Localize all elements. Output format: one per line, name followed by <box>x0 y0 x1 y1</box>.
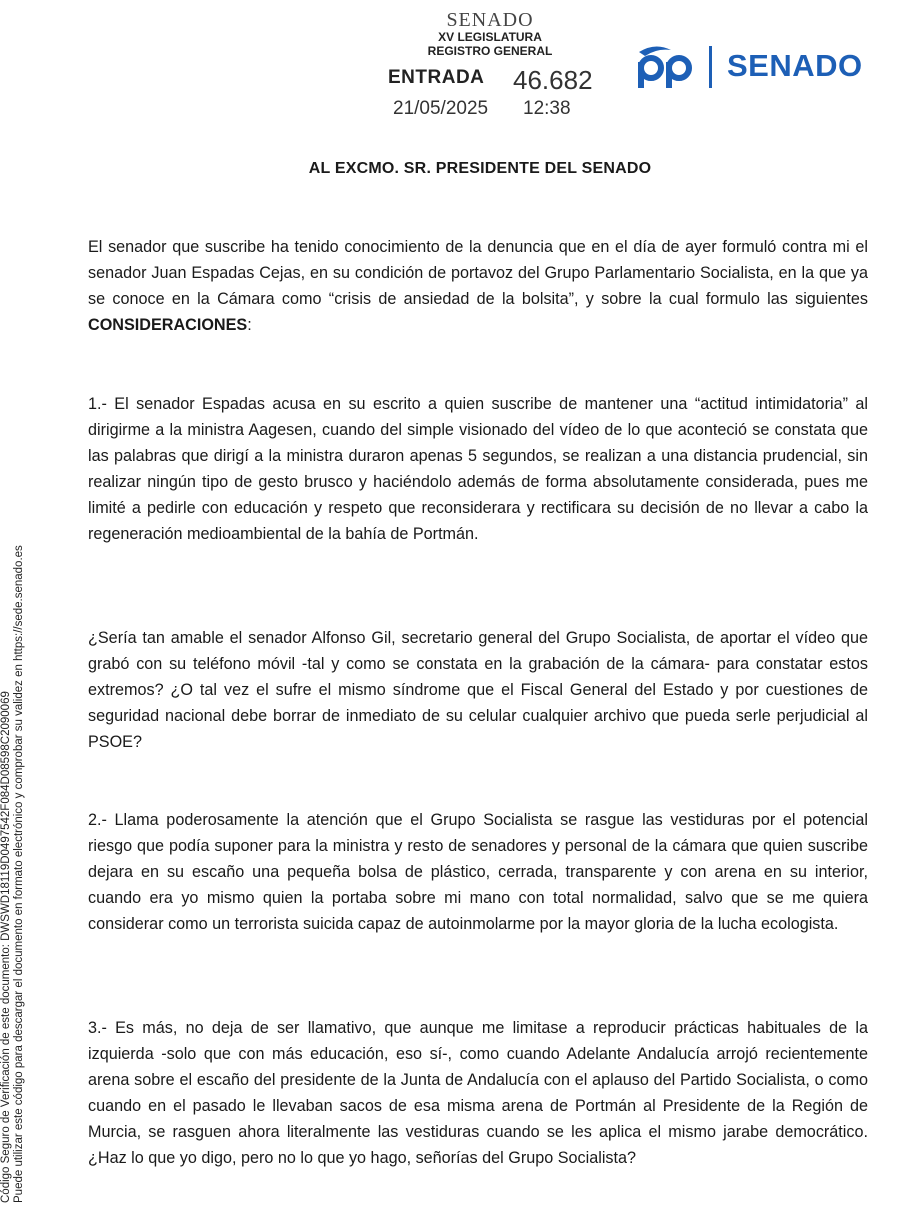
stamp-entry-label: ENTRADA <box>388 67 485 88</box>
document-heading: AL EXCMO. SR. PRESIDENTE DEL SENADO <box>308 160 652 177</box>
point-2-paragraph: 2.- Llama poderosamente la atención que el Grupo Socialista se rasgue las vestiduras por el potencial riesgo que podía suponer para la ministra y resto de senadores y personal de la cámara que quien suscribe dejara en su escaño una pequeña bolsa de plástico, cerrada, transparente y con arena en su interior, cuando era yo mismo quien la portaba sobre mi mano con total normalidad, salvo que se me quiera considerar como un terrorista suicida capaz de autoinmolarme por la mayor gloria de la lucha ecologista. <box>88 811 868 933</box>
pp-senado-logo <box>635 44 875 90</box>
intro-bold: CONSIDERACIONES <box>88 316 248 334</box>
intro-end: : <box>247 316 252 334</box>
intro-text: El senador que suscribe ha tenido conocimiento de la denuncia que en el día de ayer formuló contra mi el senador Juan Espadas Cejas, en su condición de portavoz del Grupo Parlamentario Socialista, en la que ya se conoce en la Cámara como “crisis de ansiedad de la bolsita”, y sobre la cual formulo las siguientes <box>88 238 868 308</box>
stamp-entry-number: 46.682 <box>513 65 593 95</box>
verification-note <box>0 523 26 1203</box>
verification-line-2: Puede utilizar este código para descargar el documento en formato electrónico y comprobar su validez en https://sede.senado.es <box>13 545 25 1203</box>
intro-paragraph <box>88 234 868 338</box>
stamp-institution: SENADO <box>446 9 534 31</box>
stamp-entry-row <box>388 65 618 95</box>
stamp-legislature: XV LEGISLATURA <box>438 30 542 44</box>
stamp-date-row <box>393 98 623 120</box>
stamp-date: 21/05/2025 <box>393 98 489 119</box>
pp-logo-icon <box>635 44 697 90</box>
logo-divider <box>709 46 712 88</box>
registry-stamp <box>380 9 600 119</box>
point-3-paragraph: 3.- Es más, no deja de ser llamativo, que aunque me limitase a reproducir prácticas habituales de la izquierda -solo que con más educación, eso sí-, como cuando Adelante Andalucía arrojó recientemente arena sobre el escaño del presidente de la Junta de Andalucía con el aplauso del Partido Socialista, o como cuando en el pasado le llevaban sacos de esa misma arena de Portmán al Presidente de la Región de Murcia, se rasguen ahora literalmente las vestiduras cuando se les aplica el mismo jarabe democrático. ¿Haz lo que yo digo, pero no lo que yo hago, señorías del Grupo Socialista? <box>88 1019 868 1167</box>
question-paragraph: ¿Sería tan amable el senador Alfonso Gil, secretario general del Grupo Socialista, de aportar el vídeo que grabó con su teléfono móvil -tal y como se constata en la grabación de la cámara- para constatar estos extremos? ¿O tal vez el sufre el mismo síndrome que el Fiscal General del Estado y por cuestiones de seguridad nacional debe borrar de inmediato de su celular cualquier archivo que pueda serle perjudicial al PSOE? <box>88 629 868 751</box>
stamp-time: 12:38 <box>523 98 571 119</box>
stamp-registry: REGISTRO GENERAL <box>427 44 553 58</box>
verification-line-1: Código Seguro de Verificación de este documento: DWSWD18119D0497542F084D08598C2090069 <box>0 691 12 1203</box>
logo-text: SENADO <box>727 48 863 83</box>
point-1-paragraph: 1.- El senador Espadas acusa en su escrito a quien suscribe de mantener una “actitud intimidatoria” al dirigirme a la ministra Aagesen, cuando del simple visionado del vídeo de lo que aconteció se constata que las palabras que dirigí a la ministra duraron apenas 5 segundos, se realizan a una distancia prudencial, sin realizar ningún tipo de gesto brusco y haciéndolo además de forma absolutamente considerada, pues me limité a pedirle con educación y respeto que reconsiderara y rectificara su decisión de no llevar a cabo la regeneración medioambiental de la bahía de Portmán. <box>88 395 868 543</box>
